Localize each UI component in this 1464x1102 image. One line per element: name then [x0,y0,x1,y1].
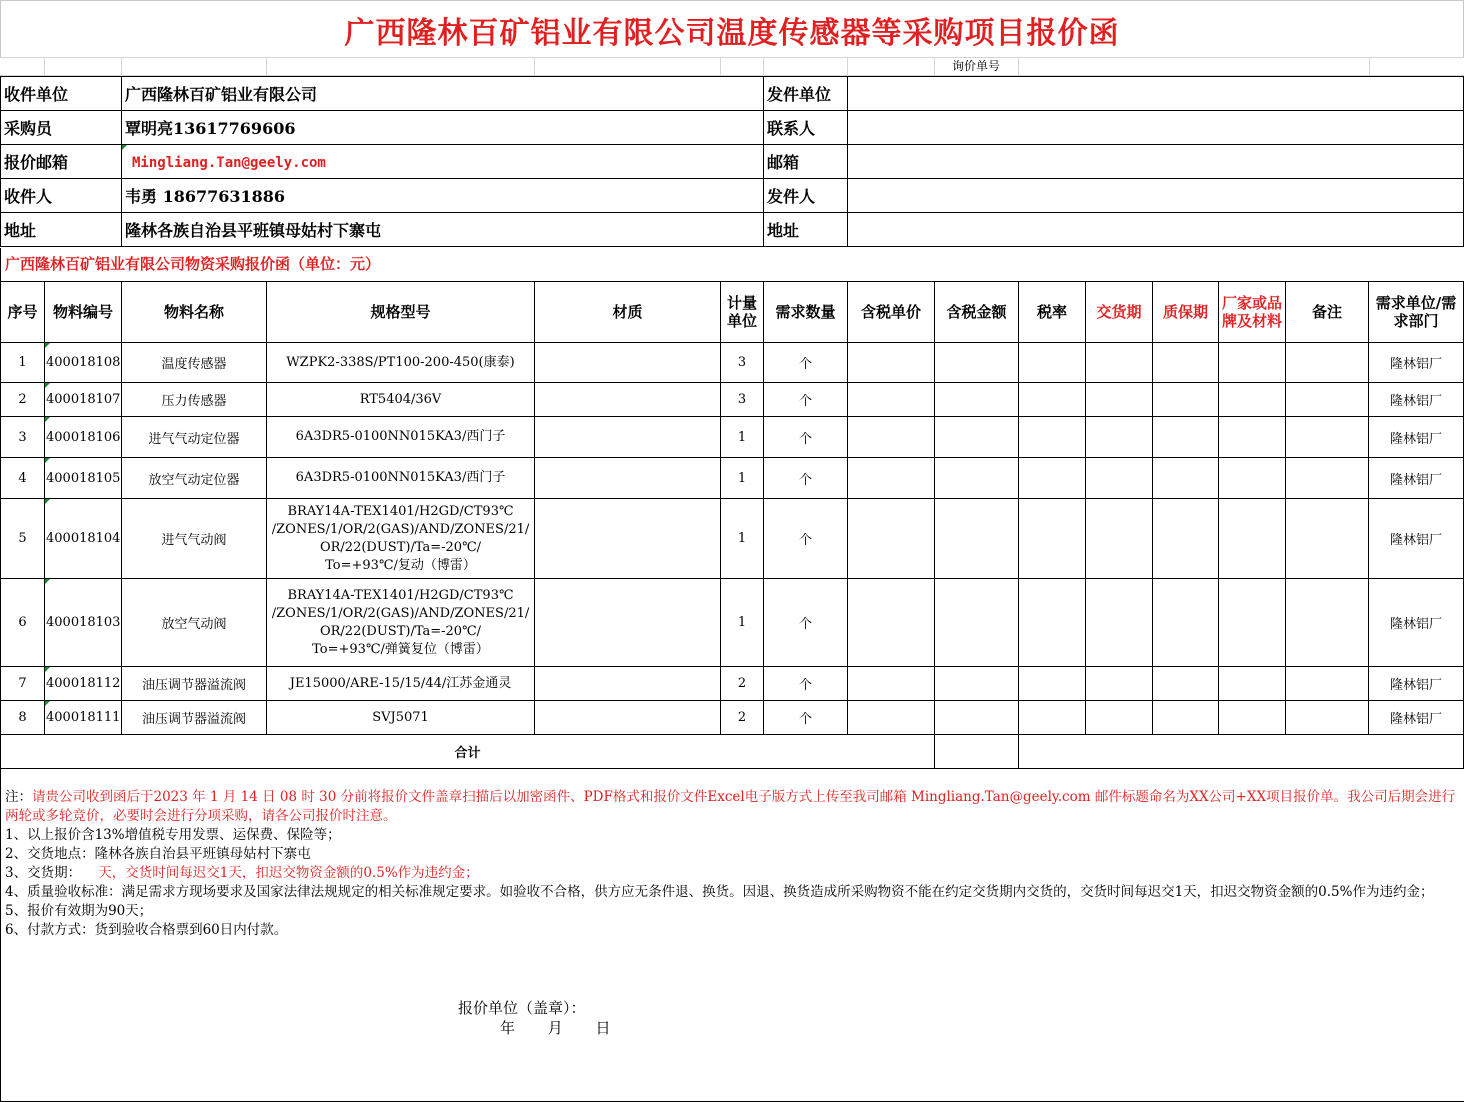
tax-rate-cell[interactable] [1019,701,1086,735]
grid-line [44,58,45,75]
address2-label: 地址 [764,213,848,247]
material-cell[interactable] [535,417,721,458]
material-cell[interactable] [535,499,721,579]
spec-model[interactable]: 6A3DR5-0100NN015KA3/西门子 [267,417,535,458]
amount-cell[interactable] [935,499,1019,579]
col-header: 含税金额 [935,282,1019,343]
grid-line [763,58,764,75]
inquiry-number-label: 询价单号 [951,59,1000,73]
unit-cell[interactable]: 个 [764,701,848,735]
contact-label: 联系人 [764,111,848,145]
spec-model[interactable] [267,499,535,579]
tax-rate-cell[interactable] [1019,499,1086,579]
spec-line: /ZONES/1/OR/2(GAS)/AND/ZONES/21/ [271,605,530,621]
table-row [1,343,1464,383]
page-title: 广西隆林百矿铝业有限公司温度传感器等采购项目报价函 [0,0,1464,58]
mail-label: 邮箱 [764,145,848,179]
remark-cell[interactable] [1286,667,1369,701]
email-label: 报价邮箱 [1,145,122,179]
row-no: 1 [1,343,45,383]
dept-cell[interactable]: 隆林铝厂 [1369,579,1464,667]
material-cell[interactable] [535,383,721,417]
send-unit-label: 发件单位 [764,77,848,111]
unit-cell[interactable]: 个 [764,383,848,417]
material-name[interactable]: 压力传感器 [122,383,267,417]
unit-price-cell[interactable] [848,458,935,499]
warranty-cell[interactable] [1153,383,1219,417]
warranty-cell[interactable] [1153,343,1219,383]
delivery-cell[interactable] [1086,579,1153,667]
grid-line [534,58,535,75]
unit-cell[interactable]: 个 [764,667,848,701]
delivery-cell[interactable] [1086,343,1153,383]
note-deadline: 请贵公司收到函后于2023 年 1 月 14 日 08 时 30 分前将报价文件盖章扫描后以加密函件、PDF格式和报价文件Excel电子版方式上传至我司邮箱 Mingliang.Tan@geely.com 邮件标题命名为XX公司+XX项目报价单。我公司后期会进行两轮或多轮竞价，必要时会进行分项采购，请各公司报价时注意。 [5,789,1456,824]
unit-price-cell[interactable] [848,579,935,667]
recv-unit-label: 收件单位 [1,77,122,111]
brand-cell[interactable] [1219,458,1286,499]
address-label: 地址 [1,213,122,247]
dept-cell[interactable]: 隆林铝厂 [1369,499,1464,579]
col-header: 规格型号 [267,282,535,343]
row-no: 8 [1,701,45,735]
col-header: 质保期 [1153,282,1219,343]
total-blank-cell[interactable] [1019,735,1464,769]
delivery-cell[interactable] [1086,458,1153,499]
qty-cell[interactable]: 1 [721,499,764,579]
col-header: 序号 [1,282,45,343]
spec-line: OR/22(DUST)/Ta=-20℃/ [319,623,481,639]
dept-cell[interactable]: 隆林铝厂 [1369,701,1464,735]
spec-model[interactable] [267,579,535,667]
brand-cell[interactable] [1219,417,1286,458]
info-row-address [1,213,1464,247]
material-code[interactable]: 400018106 [45,417,122,458]
header-row [1,282,1464,343]
info-row-buyer [1,111,1464,145]
delivery-cell[interactable] [1086,499,1153,579]
receiver-value[interactable]: 韦勇 18677631886 [122,179,764,213]
material-name[interactable]: 温度传感器 [122,343,267,383]
unit-price-cell[interactable] [848,701,935,735]
email-cell[interactable] [122,145,764,179]
material-code[interactable]: 400018107 [45,383,122,417]
remark-cell[interactable] [1286,417,1369,458]
unit-cell[interactable]: 个 [764,343,848,383]
spec-line: To=+93℃/弹簧复位（博雷） [312,641,489,657]
quote-unit-seal-label: 报价单位（盖章）： [458,999,586,1017]
remark-cell[interactable] [1286,701,1369,735]
table-row [1,417,1464,458]
receiver-label: 收件人 [1,179,122,213]
brand-cell[interactable] [1219,701,1286,735]
amount-cell[interactable] [935,579,1019,667]
material-cell[interactable] [535,701,721,735]
brand-cell[interactable] [1219,383,1286,417]
total-amount-cell[interactable] [935,735,1019,769]
total-row [1,735,1464,769]
unit-cell[interactable]: 个 [764,499,848,579]
amount-cell[interactable] [935,667,1019,701]
remark-cell[interactable] [1286,383,1369,417]
material-code[interactable]: 400018112 [45,667,122,701]
delivery-cell[interactable] [1086,701,1153,735]
unit-price-cell[interactable] [848,499,935,579]
dept-cell[interactable]: 隆林铝厂 [1369,383,1464,417]
table-row [1,458,1464,499]
col-header: 材质 [535,282,721,343]
material-name[interactable]: 进气气动阀 [122,499,267,579]
spec-line: To=+93℃/复动（博雷） [325,557,476,573]
spec-model[interactable]: 6A3DR5-0100NN015KA3/西门子 [267,458,535,499]
unit-price-cell[interactable] [848,417,935,458]
grid-line [266,58,267,75]
row-no: 4 [1,458,45,499]
unit-price-cell[interactable] [848,343,935,383]
note-item-3-prefix: 3、交货期： [5,865,82,881]
table-row [1,667,1464,701]
col-header: 物料名称 [122,282,267,343]
sender-label: 发件人 [764,179,848,213]
material-code[interactable]: 400018105 [45,458,122,499]
col-header: 交货期 [1086,282,1153,343]
note-item-3-text: 天，交货时间每迟交1天，扣迟交物资金额的0.5%作为违约金； [81,865,479,881]
material-name[interactable]: 放空气动定位器 [122,458,267,499]
spec-model[interactable]: RT5404/36V [267,383,535,417]
warranty-cell[interactable] [1153,579,1219,667]
sender-value[interactable] [848,179,1464,213]
note-item-1: 1、以上报价含13%增值税专用发票、运保费、保险等； [5,827,341,843]
dept-cell[interactable]: 隆林铝厂 [1369,458,1464,499]
col-header: 厂家或品牌及材料 [1219,282,1286,343]
spec-line: /ZONES/1/OR/2(GAS)/AND/ZONES/21/ [271,521,530,537]
grid-line [1018,58,1019,75]
remark-cell[interactable] [1286,458,1369,499]
spec-model[interactable]: WZPK2-338S/PT100-200-450(康泰) [267,343,535,383]
grid-line [121,58,122,75]
material-code[interactable]: 400018103 [45,579,122,667]
section-subtitle: 广西隆林百矿铝业有限公司物资采购报价函（单位：元） [0,248,1464,281]
row-no: 7 [1,667,45,701]
col-header: 备注 [1286,282,1369,343]
col-header: 需求数量 [764,282,848,343]
buyer-value[interactable]: 覃明亮13617769606 [122,111,764,145]
spec-model[interactable]: JE15000/ARE-15/15/44/江苏金通灵 [267,667,535,701]
dept-cell[interactable]: 隆林铝厂 [1369,667,1464,701]
note-item-5: 5、报价有效期为90天； [5,903,153,919]
unit-cell[interactable]: 个 [764,579,848,667]
qty-cell[interactable]: 3 [721,343,764,383]
row-no: 3 [1,417,45,458]
send-unit-value[interactable] [848,77,1464,111]
row-no: 6 [1,579,45,667]
material-cell[interactable] [535,343,721,383]
amount-cell[interactable] [935,343,1019,383]
amount-cell[interactable] [935,417,1019,458]
col-header: 含税单价 [848,282,935,343]
amount-cell[interactable] [935,383,1019,417]
info-row-receiver [1,179,1464,213]
warranty-cell[interactable] [1153,701,1219,735]
note-item-2: 2、交货地点：隆林各族自治县平班镇母姑村下寨屯 [5,846,311,862]
unit-cell[interactable]: 个 [764,417,848,458]
note-prefix: 注： [5,789,32,805]
dept-cell[interactable]: 隆林铝厂 [1369,343,1464,383]
material-name[interactable]: 进气气动定位器 [122,417,267,458]
note-item-3 [5,864,1461,883]
row-no: 2 [1,383,45,417]
tax-rate-cell[interactable] [1019,579,1086,667]
material-code[interactable]: 400018111 [45,701,122,735]
delivery-cell[interactable] [1086,383,1153,417]
contact-value[interactable] [848,111,1464,145]
table-row [1,499,1464,579]
info-row-email [1,145,1464,179]
delivery-cell[interactable] [1086,667,1153,701]
brand-cell[interactable] [1219,343,1286,383]
col-header: 需求单位/需求部门 [1369,282,1464,343]
grid-line [0,57,1464,58]
notes-section [0,768,1464,1102]
unit-cell[interactable]: 个 [764,458,848,499]
tax-rate-cell[interactable] [1019,383,1086,417]
qty-cell[interactable]: 1 [721,417,764,458]
address-value[interactable]: 隆林各族自治县平班镇母姑村下寨屯 [122,213,764,247]
col-header: 物料编号 [45,282,122,343]
sign-date: 年 月 日 [500,1019,611,1037]
warranty-cell[interactable] [1153,417,1219,458]
mail-value[interactable] [848,145,1464,179]
quote-email-value[interactable]: Mingliang.Tan@geely.com [132,155,326,171]
brand-cell[interactable] [1219,499,1286,579]
unit-price-cell[interactable] [848,667,935,701]
col-header: 计量单位 [721,282,764,343]
remark-cell[interactable] [1286,499,1369,579]
dept-cell[interactable]: 隆林铝厂 [1369,417,1464,458]
material-name[interactable]: 放空气动阀 [122,579,267,667]
spec-line: BRAY14A-TEX1401/H2GD/CT93℃ [287,503,514,519]
note-main [5,788,1461,826]
spec-line: BRAY14A-TEX1401/H2GD/CT93℃ [287,587,514,603]
warranty-cell[interactable] [1153,499,1219,579]
recv-unit-value[interactable]: 广西隆林百矿铝业有限公司 [122,77,764,111]
signature-block [458,998,611,1038]
grid-line [1369,58,1370,75]
unit-price-cell[interactable] [848,383,935,417]
grid-line [847,58,848,75]
grid-line [720,58,721,75]
items-table [0,281,1464,769]
amount-cell[interactable] [935,701,1019,735]
remark-cell[interactable] [1286,343,1369,383]
row-no: 5 [1,499,45,579]
total-label: 合计 [1,735,935,769]
brand-cell[interactable] [1219,579,1286,667]
tax-rate-cell[interactable] [1019,417,1086,458]
qty-cell[interactable]: 2 [721,667,764,701]
tax-rate-cell[interactable] [1019,667,1086,701]
material-cell[interactable] [535,667,721,701]
brand-cell[interactable] [1219,667,1286,701]
info-row-receiving-unit [1,77,1464,111]
material-name[interactable]: 油压调节器溢流阀 [122,701,267,735]
address2-value[interactable] [848,213,1464,247]
note-item-4: 4、质量验收标准：满足需求方现场要求及国家法律法规规定的相关标准规定要求。如验收不合格，供方应无条件退、换货。因退、换货造成所采购物资不能在约定交货期内交货的，交货时间每迟交1天，扣迟交物资金额的0.5%作为违约金； [5,884,1434,900]
material-code[interactable]: 400018108 [45,343,122,383]
info-table [0,76,1464,247]
material-cell[interactable] [535,458,721,499]
warranty-cell[interactable] [1153,458,1219,499]
col-header: 税率 [1019,282,1086,343]
material-name[interactable]: 油压调节器溢流阀 [122,667,267,701]
qty-cell[interactable]: 1 [721,579,764,667]
table-row [1,383,1464,417]
amount-cell[interactable] [935,458,1019,499]
qty-cell[interactable]: 3 [721,383,764,417]
material-cell[interactable] [535,579,721,667]
qty-cell[interactable]: 2 [721,701,764,735]
material-code[interactable]: 400018104 [45,499,122,579]
table-row [1,701,1464,735]
delivery-cell[interactable] [1086,417,1153,458]
note-item-6: 6、付款方式：货到验收合格票到60日内付款。 [5,922,288,938]
tax-rate-cell[interactable] [1019,343,1086,383]
spec-line: OR/22(DUST)/Ta=-20℃/ [319,539,481,555]
tax-rate-cell[interactable] [1019,458,1086,499]
qty-cell[interactable]: 1 [721,458,764,499]
remark-cell[interactable] [1286,579,1369,667]
buyer-label: 采购员 [1,111,122,145]
spec-model[interactable]: SVJ5071 [267,701,535,735]
table-row [1,579,1464,667]
warranty-cell[interactable] [1153,667,1219,701]
